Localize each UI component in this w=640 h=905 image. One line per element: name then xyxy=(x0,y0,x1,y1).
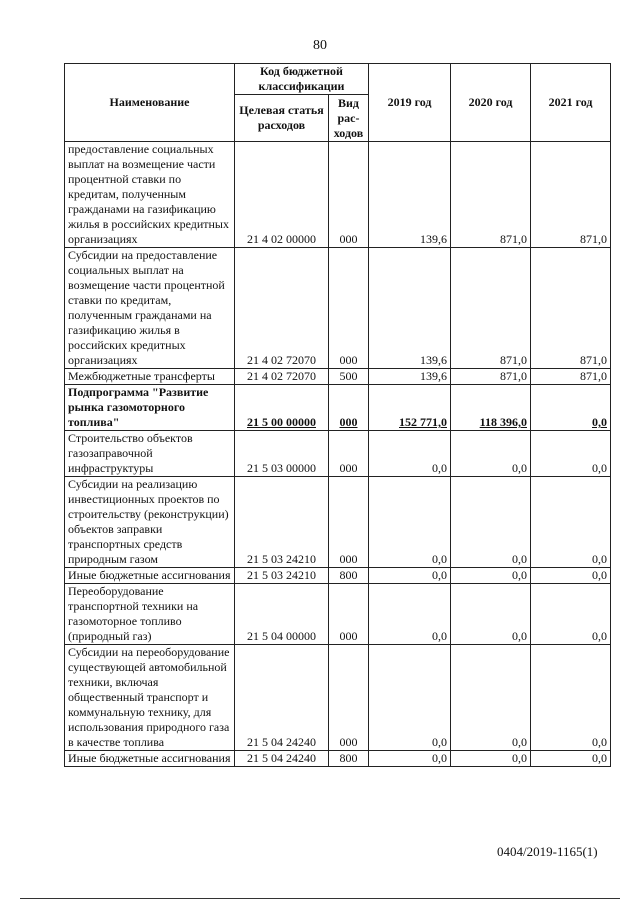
row-expense-type: 800 xyxy=(329,751,369,767)
row-value-2019: 139,6 xyxy=(369,142,451,248)
row-value-2021: 871,0 xyxy=(531,142,611,248)
table-row xyxy=(65,385,611,431)
table-row xyxy=(65,248,611,369)
table-row xyxy=(65,584,611,645)
row-expense-type: 000 xyxy=(329,142,369,248)
header-target: Целевая статья расходов xyxy=(235,95,329,142)
row-target-code: 21 5 04 24240 xyxy=(235,645,329,751)
table-row xyxy=(65,369,611,385)
row-expense-type: 000 xyxy=(329,248,369,369)
row-value-2019: 0,0 xyxy=(369,584,451,645)
budget-table xyxy=(64,63,611,767)
row-name: Субсидии на реализацию инвестиционных проектов по строительству (реконструкции) объектов заправки транспортных средств природным газом xyxy=(65,477,235,568)
row-name: Субсидии на предоставление социальных выплат на возмещение части процентной ставки по кредитам, полученным гражданами на газификацию жилья в российских кредитных организациях xyxy=(65,248,235,369)
table-row xyxy=(65,568,611,584)
row-value-2020: 0,0 xyxy=(451,431,531,477)
row-value-2020: 0,0 xyxy=(451,584,531,645)
row-value-2020: 0,0 xyxy=(451,645,531,751)
row-value-2019: 0,0 xyxy=(369,751,451,767)
row-value-2020: 871,0 xyxy=(451,248,531,369)
row-target-code: 21 5 03 24210 xyxy=(235,477,329,568)
row-name: Иные бюджетные ассигнования xyxy=(65,751,235,767)
table-row xyxy=(65,431,611,477)
row-value-2019: 0,0 xyxy=(369,568,451,584)
scan-edge-line xyxy=(20,898,620,899)
header-2021: 2021 год xyxy=(531,64,611,142)
header-name: Наименование xyxy=(65,64,235,142)
row-name: Субсидии на переоборудование существующей автомобильной техники, включая общественный транспорт и коммунальную технику, для использования природного газа в качестве топлива xyxy=(65,645,235,751)
row-value-2021: 0,0 xyxy=(531,751,611,767)
row-value-2019: 0,0 xyxy=(369,645,451,751)
row-name: Подпрограмма "Развитие рынка газомоторного топлива" xyxy=(65,385,235,431)
row-expense-type: 000 xyxy=(329,431,369,477)
header-2019: 2019 год xyxy=(369,64,451,142)
row-value-2020: 871,0 xyxy=(451,142,531,248)
table-row xyxy=(65,142,611,248)
row-value-2019: 139,6 xyxy=(369,248,451,369)
row-expense-type: 800 xyxy=(329,568,369,584)
row-target-code: 21 5 00 00000 xyxy=(235,385,329,431)
row-name: Строительство объектов газозаправочной инфраструктуры xyxy=(65,431,235,477)
row-value-2021: 0,0 xyxy=(531,584,611,645)
row-target-code: 21 5 04 00000 xyxy=(235,584,329,645)
row-name: Переоборудование транспортной техники на газомоторное топливо (природный газ) xyxy=(65,584,235,645)
row-value-2019: 139,6 xyxy=(369,369,451,385)
row-expense-type: 500 xyxy=(329,369,369,385)
header-2020: 2020 год xyxy=(451,64,531,142)
row-value-2021: 0,0 xyxy=(531,645,611,751)
row-target-code: 21 5 03 24210 xyxy=(235,568,329,584)
row-target-code: 21 5 03 00000 xyxy=(235,431,329,477)
row-value-2020: 0,0 xyxy=(451,568,531,584)
row-target-code: 21 4 02 00000 xyxy=(235,142,329,248)
table-row xyxy=(65,477,611,568)
row-target-code: 21 4 02 72070 xyxy=(235,369,329,385)
row-value-2020: 0,0 xyxy=(451,477,531,568)
row-expense-type: 000 xyxy=(329,645,369,751)
row-value-2019: 0,0 xyxy=(369,477,451,568)
document-number: 0404/2019-1165(1) xyxy=(497,844,598,859)
row-expense-type: 000 xyxy=(329,385,369,431)
row-name: предоставление социальных выплат на возмещение части процентной ставки по кредитам, полученным гражданами на газификацию жилья в российских кредитных организациях xyxy=(65,142,235,248)
row-value-2021: 0,0 xyxy=(531,431,611,477)
row-value-2019: 0,0 xyxy=(369,431,451,477)
row-expense-type: 000 xyxy=(329,584,369,645)
row-value-2021: 0,0 xyxy=(531,568,611,584)
row-value-2021: 871,0 xyxy=(531,248,611,369)
table-row xyxy=(65,751,611,767)
table-row xyxy=(65,645,611,751)
header-kbk: Код бюджетной классификации xyxy=(235,64,369,95)
page-number: 80 xyxy=(313,38,327,53)
row-name: Иные бюджетные ассигнования xyxy=(65,568,235,584)
row-value-2020: 0,0 xyxy=(451,751,531,767)
row-value-2021: 871,0 xyxy=(531,369,611,385)
row-value-2020: 118 396,0 xyxy=(451,385,531,431)
row-value-2021: 0,0 xyxy=(531,477,611,568)
row-target-code: 21 5 04 24240 xyxy=(235,751,329,767)
header-type: Вид рас-ходов xyxy=(329,95,369,142)
row-target-code: 21 4 02 72070 xyxy=(235,248,329,369)
row-value-2019: 152 771,0 xyxy=(369,385,451,431)
row-expense-type: 000 xyxy=(329,477,369,568)
row-name: Межбюджетные трансферты xyxy=(65,369,235,385)
row-value-2020: 871,0 xyxy=(451,369,531,385)
row-value-2021: 0,0 xyxy=(531,385,611,431)
